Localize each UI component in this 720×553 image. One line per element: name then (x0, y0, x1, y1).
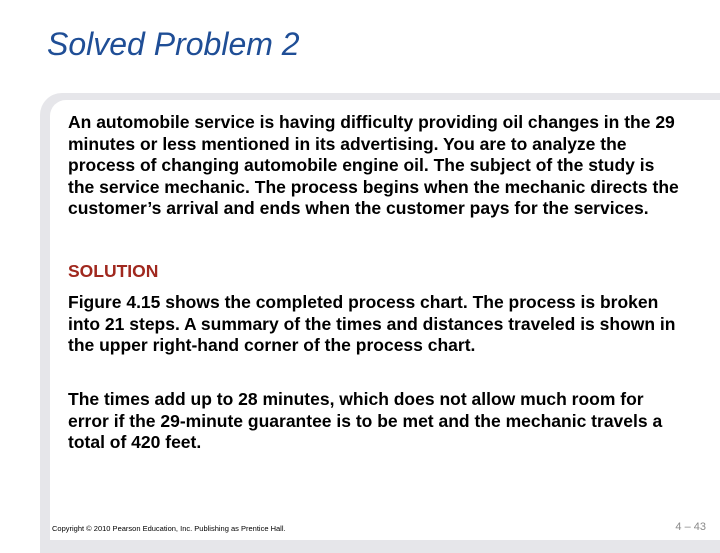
problem-statement: An automobile service is having difficulty providing oil changes in the 29 minutes or less mentioned in its advertising. You are to analyze the process of changing automobile engine oil. The subject of the study is the service mechanic. The process begins when the mechanic directs the customer’s arrival and ends when the customer pays for the services. (68, 112, 679, 218)
solution-paragraph-2: The times add up to 28 minutes, which does not allow much room for error if the 29-minute guarantee is to be met and the mechanic travels a total of 420 feet. (68, 389, 663, 452)
slide-title: Solved Problem 2 (47, 26, 300, 62)
solution-paragraph-1: Figure 4.15 shows the completed process chart. The process is broken into 21 steps. A summary of the times and distances traveled is shown in the upper right-hand corner of the process chart. (68, 292, 676, 355)
solution-heading: SOLUTION (68, 261, 159, 281)
copyright-footer: Copyright © 2010 Pearson Education, Inc. Publishing as Prentice Hall. (52, 524, 286, 533)
page-number: 4 – 43 (675, 521, 706, 533)
